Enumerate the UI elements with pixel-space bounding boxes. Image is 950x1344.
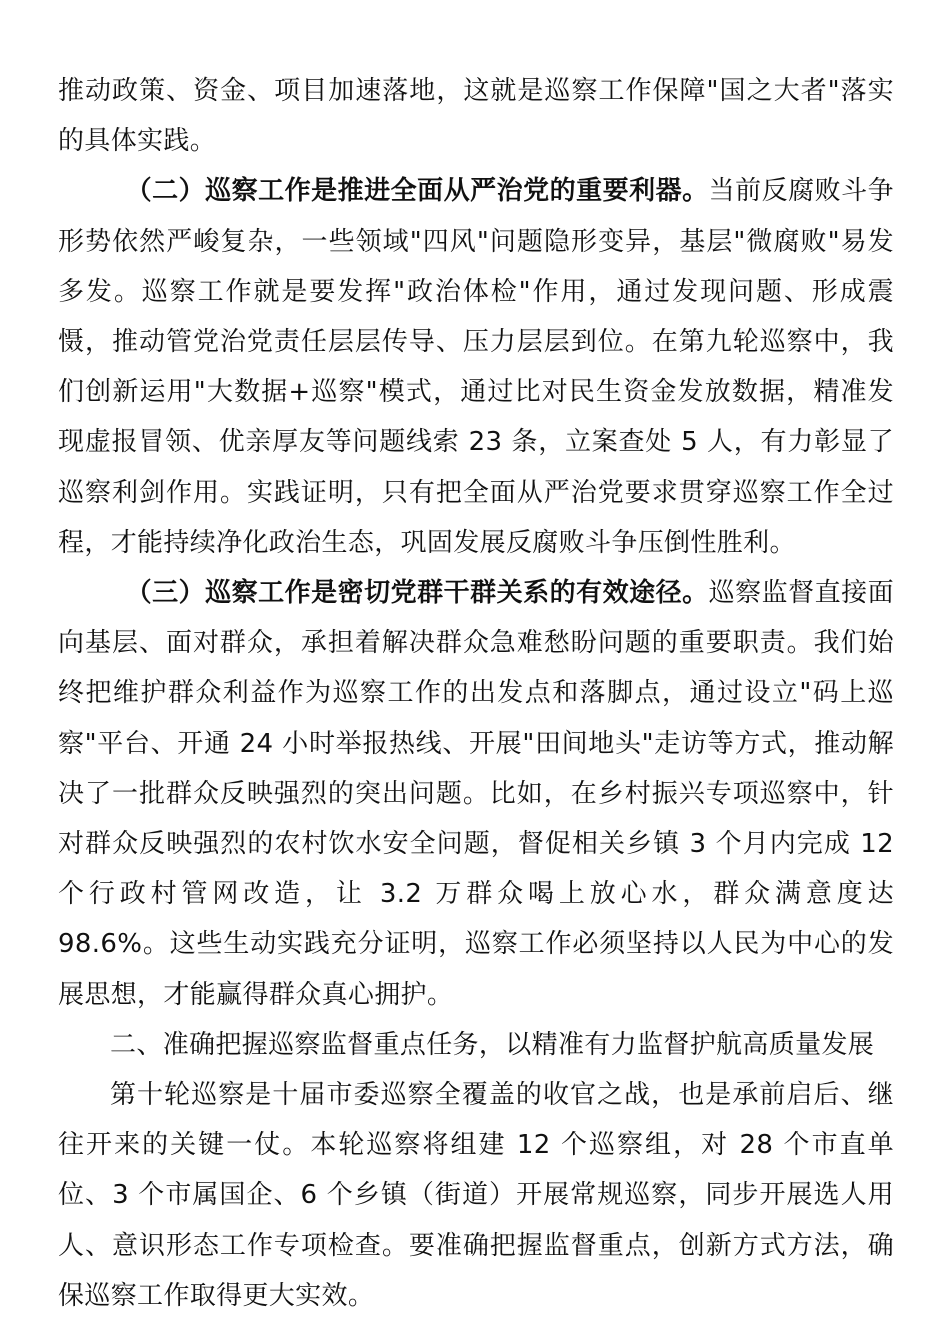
section-heading-3: （三）巡察工作是密切党群干群关系的有效途径。 [125,578,709,609]
paragraph-text: 巡察监督直接面向基层、面对群众，承担着解决群众急难愁盼问题的重要职责。我们始终把维护群众利益作为巡察工作的出发点和落脚点，通过设立"码上巡察"平台、开通 24 小时举报热线、开展"田间地头"走访等方式，推动解决了一批群众反映强烈的突出问题。比如，在乡村振兴专项巡察中，针对群众反映强烈的农村饮水安全问题，督促相关乡镇 3 个月内完成 12 个行政村管网改造，让 3.2 万群众喝上放心水，群众满意度达 98.6%。这些生动实践充分证明，巡察工作必须坚持以人民为中心的发展思想，才能赢得群众真心拥护。 [58,578,895,1010]
chapter-heading-text: 二、准确把握巡察监督重点任务，以精准有力监督护航高质量发展 [110,1029,875,1060]
document-body [58,66,894,1321]
paragraph-intro-continuation [58,66,894,166]
paragraph-round-10 [58,1070,894,1321]
paragraph-text: 第十轮巡察是十届市委巡察全覆盖的收官之战，也是承前启后、继往开来的关键一仗。本轮巡察将组建 12 个巡察组，对 28 个市直单位、3 个市属国企、6 个乡镇（街道）开展常规巡察，同步开展选人用人、意识形态工作专项检查。要准确把握监督重点，创新方式方法，确保巡察工作取得更大实效。 [58,1080,894,1311]
paragraph-text: 当前反腐败斗争形势依然严峻复杂，一些领域"四风"问题隐形变异，基层"微腐败"易发多发。巡察工作就是要发挥"政治体检"作用，通过发现问题、形成震慑，推动管党治党责任层层传导、压力层层到位。在第九轮巡察中，我们创新运用"大数据+巡察"模式，通过比对民生资金发放数据，精准发现虚报冒领、优亲厚友等问题线索 23 条，立案查处 5 人，有力彰显了巡察利剑作用。实践证明，只有把全面从严治党要求贯穿巡察工作全过程，才能持续净化政治生态，巩固发展反腐败斗争压倒性胜利。 [58,176,895,558]
paragraph-section-2 [58,166,894,568]
section-heading-2: （二）巡察工作是推进全面从严治党的重要利器。 [125,176,709,207]
chapter-heading-2 [58,1020,894,1070]
paragraph-section-3 [58,568,894,1020]
paragraph-text: 推动政策、资金、项目加速落地，这就是巡察工作保障"国之大者"落实的具体实践。 [58,76,894,157]
